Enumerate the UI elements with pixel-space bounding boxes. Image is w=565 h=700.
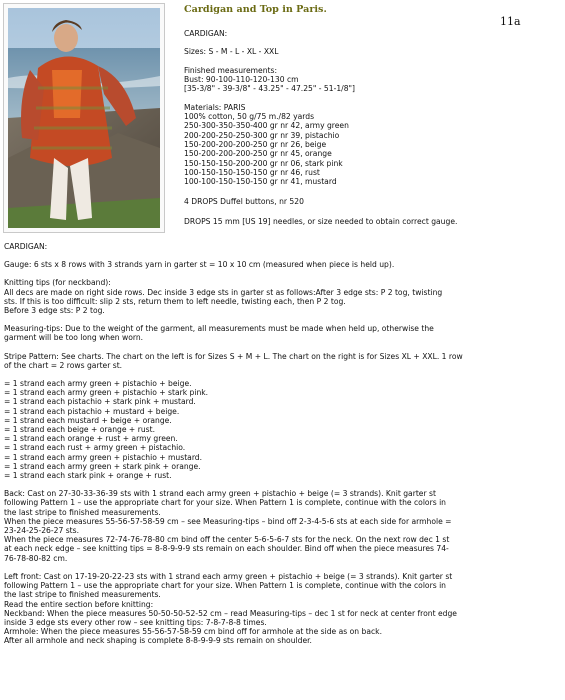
section-heading: CARDIGAN: [4,242,48,251]
buttons-text: 4 DROPS Duffel buttons, nr 520 [184,197,304,206]
materials-line: 200-200-250-250-300 gr nr 39, pistachio [184,131,340,140]
left-front-line: Neckband: When the piece measures 50-50-50-52-52 cm – read Measuring-tips – dec 1 st for neck at center front edge [4,608,457,618]
legend-line: = 1 strand each army green + pistachio + beige. [4,379,192,389]
materials-line: Materials: PARIS [184,103,246,112]
legend-line: = 1 strand each army green + stark pink + orange. [4,461,201,471]
left-front-line: After all armhole and neck shaping is complete 8-8-9-9-9 sts remain on shoulder. [4,636,312,646]
back-line: 76-78-80-82 cm. [4,553,68,563]
back-line: Back: Cast on 27-30-33-36-39 sts with 1 strand each army green + pistachio + beige (= 3 strands). Knit garter st [4,489,436,499]
knit-tips-line: Knitting tips (for neckband): [4,278,111,288]
legend-line: = 1 strand each beige + orange + rust. [4,425,155,435]
left-front-line: Read the entire section before knitting: [4,599,154,609]
materials-line: 250-300-350-350-400 gr nr 42, army green [184,121,349,130]
back-line: 23-24-25-26-27 sts. [4,526,79,536]
left-front-line: following Pattern 1 – use the appropriate chart for your size. When Pattern 1 is complete, continue with the colors in [4,581,446,591]
page-number: 11a [500,15,521,28]
legend-line: = 1 strand each army green + pistachio + mustard. [4,452,203,462]
gauge-text: Gauge: 6 sts x 8 rows with 3 strands yarn in garter st = 10 x 10 cm (measured when piece is held up). [4,260,395,270]
materials-line: 100% cotton, 50 g/75 m./82 yards [184,112,315,121]
back-line: When the piece measures 55-56-57-58-59 cm – see Measuring-tips – bind off 2-3-4-5-6 sts at each side for armhole = [4,516,452,526]
back-line: the last stripe to finished measurements. [4,507,161,517]
materials-line: 100-150-150-150-150 gr nr 46, rust [184,168,320,177]
legend-line: = 1 strand each rust + army green + pistachio. [4,443,186,453]
bust-text: Bust: 90-100-110-120-130 cm [184,75,299,84]
knit-tips-line: sts. If this is too difficult: slip 2 sts, return them to left needle, twisting each, then P 2 tog. [4,296,346,306]
legend-line: = 1 strand each army green + pistachio + stark pink. [4,388,209,398]
legend-line: = 1 strand each pistachio + stark pink + mustard. [4,397,196,407]
materials-line: 150-150-150-200-200 gr nr 06, stark pink [184,159,343,168]
stripe-pattern-line: of the chart = 2 rows garter st. [4,360,123,370]
measuring-tips-line: garment will be too long when worn. [4,333,144,343]
back-line: When the piece measures 72-74-76-78-80 cm bind off the center 5-6-5-6-7 sts for the neck. On the next row dec 1 st [4,535,450,545]
sizes-text: Sizes: S - M - L - XL - XXL [184,47,279,56]
left-front-line: Left front: Cast on 17-19-20-22-23 sts with 1 strand each army green + pistachio + beige (= 3 strands). Knit garter st [4,571,453,581]
left-front-line: the last stripe to finished measurements. [4,590,161,600]
left-front-line: inside 3 edge sts every other row – see knitting tips: 7-8-7-8-8 times. [4,617,267,627]
legend-line: = 1 strand each orange + rust + army green. [4,434,178,444]
pattern-title: Cardigan and Top in Paris. [184,4,327,15]
knit-tips-line: All decs are made on right side rows. Dec inside 3 edge sts in garter st as follows:After 3 edge sts: P 2 tog, twisting [4,287,443,297]
model-photo-illustration [8,8,160,228]
measuring-tips-line: Measuring-tips: Due to the weight of the garment, all measurements must be made when held up, otherwise the [4,324,434,334]
bust-inches-text: [35-3/8" - 39-3/8" - 43.25" - 47.25" - 51-1/8"] [184,84,356,93]
back-line: following Pattern 1 – use the appropriate chart for your size. When Pattern 1 is complete, continue with the colors in [4,498,446,508]
back-line: at each neck edge – see knitting tips = 8-8-9-9-9 sts remain on each shoulder. Bind off when the piece measures 74- [4,544,449,554]
materials-line: 150-200-200-200-250 gr nr 26, beige [184,140,327,149]
info-section-label: CARDIGAN: [184,29,228,38]
needles-text: DROPS 15 mm [US 19] needles, or size needed to obtain correct gauge. [184,217,458,226]
stripe-pattern-line: Stripe Pattern: See charts. The chart on the left is for Sizes S + M + L. The chart on the right is for Sizes XL + XXL. 1 row [4,351,463,361]
legend-line: = 1 strand each pistachio + mustard + beige. [4,406,180,416]
instructions-body [4,242,562,646]
materials-line: 150-200-200-200-250 gr nr 45, orange [184,149,332,158]
left-front-line: Armhole: When the piece measures 55-56-57-58-59 cm bind off for armhole at the side as on back. [4,627,382,637]
legend-line: = 1 strand each stark pink + orange + rust. [4,471,172,481]
finished-label: Finished measurements: [184,66,278,75]
product-photo [3,3,165,233]
knit-tips-line: Before 3 edge sts: P 2 tog. [4,306,105,316]
materials-line: 100-100-150-150-150 gr nr 41, mustard [184,177,337,186]
legend-line: = 1 strand each mustard + beige + orange. [4,415,172,425]
